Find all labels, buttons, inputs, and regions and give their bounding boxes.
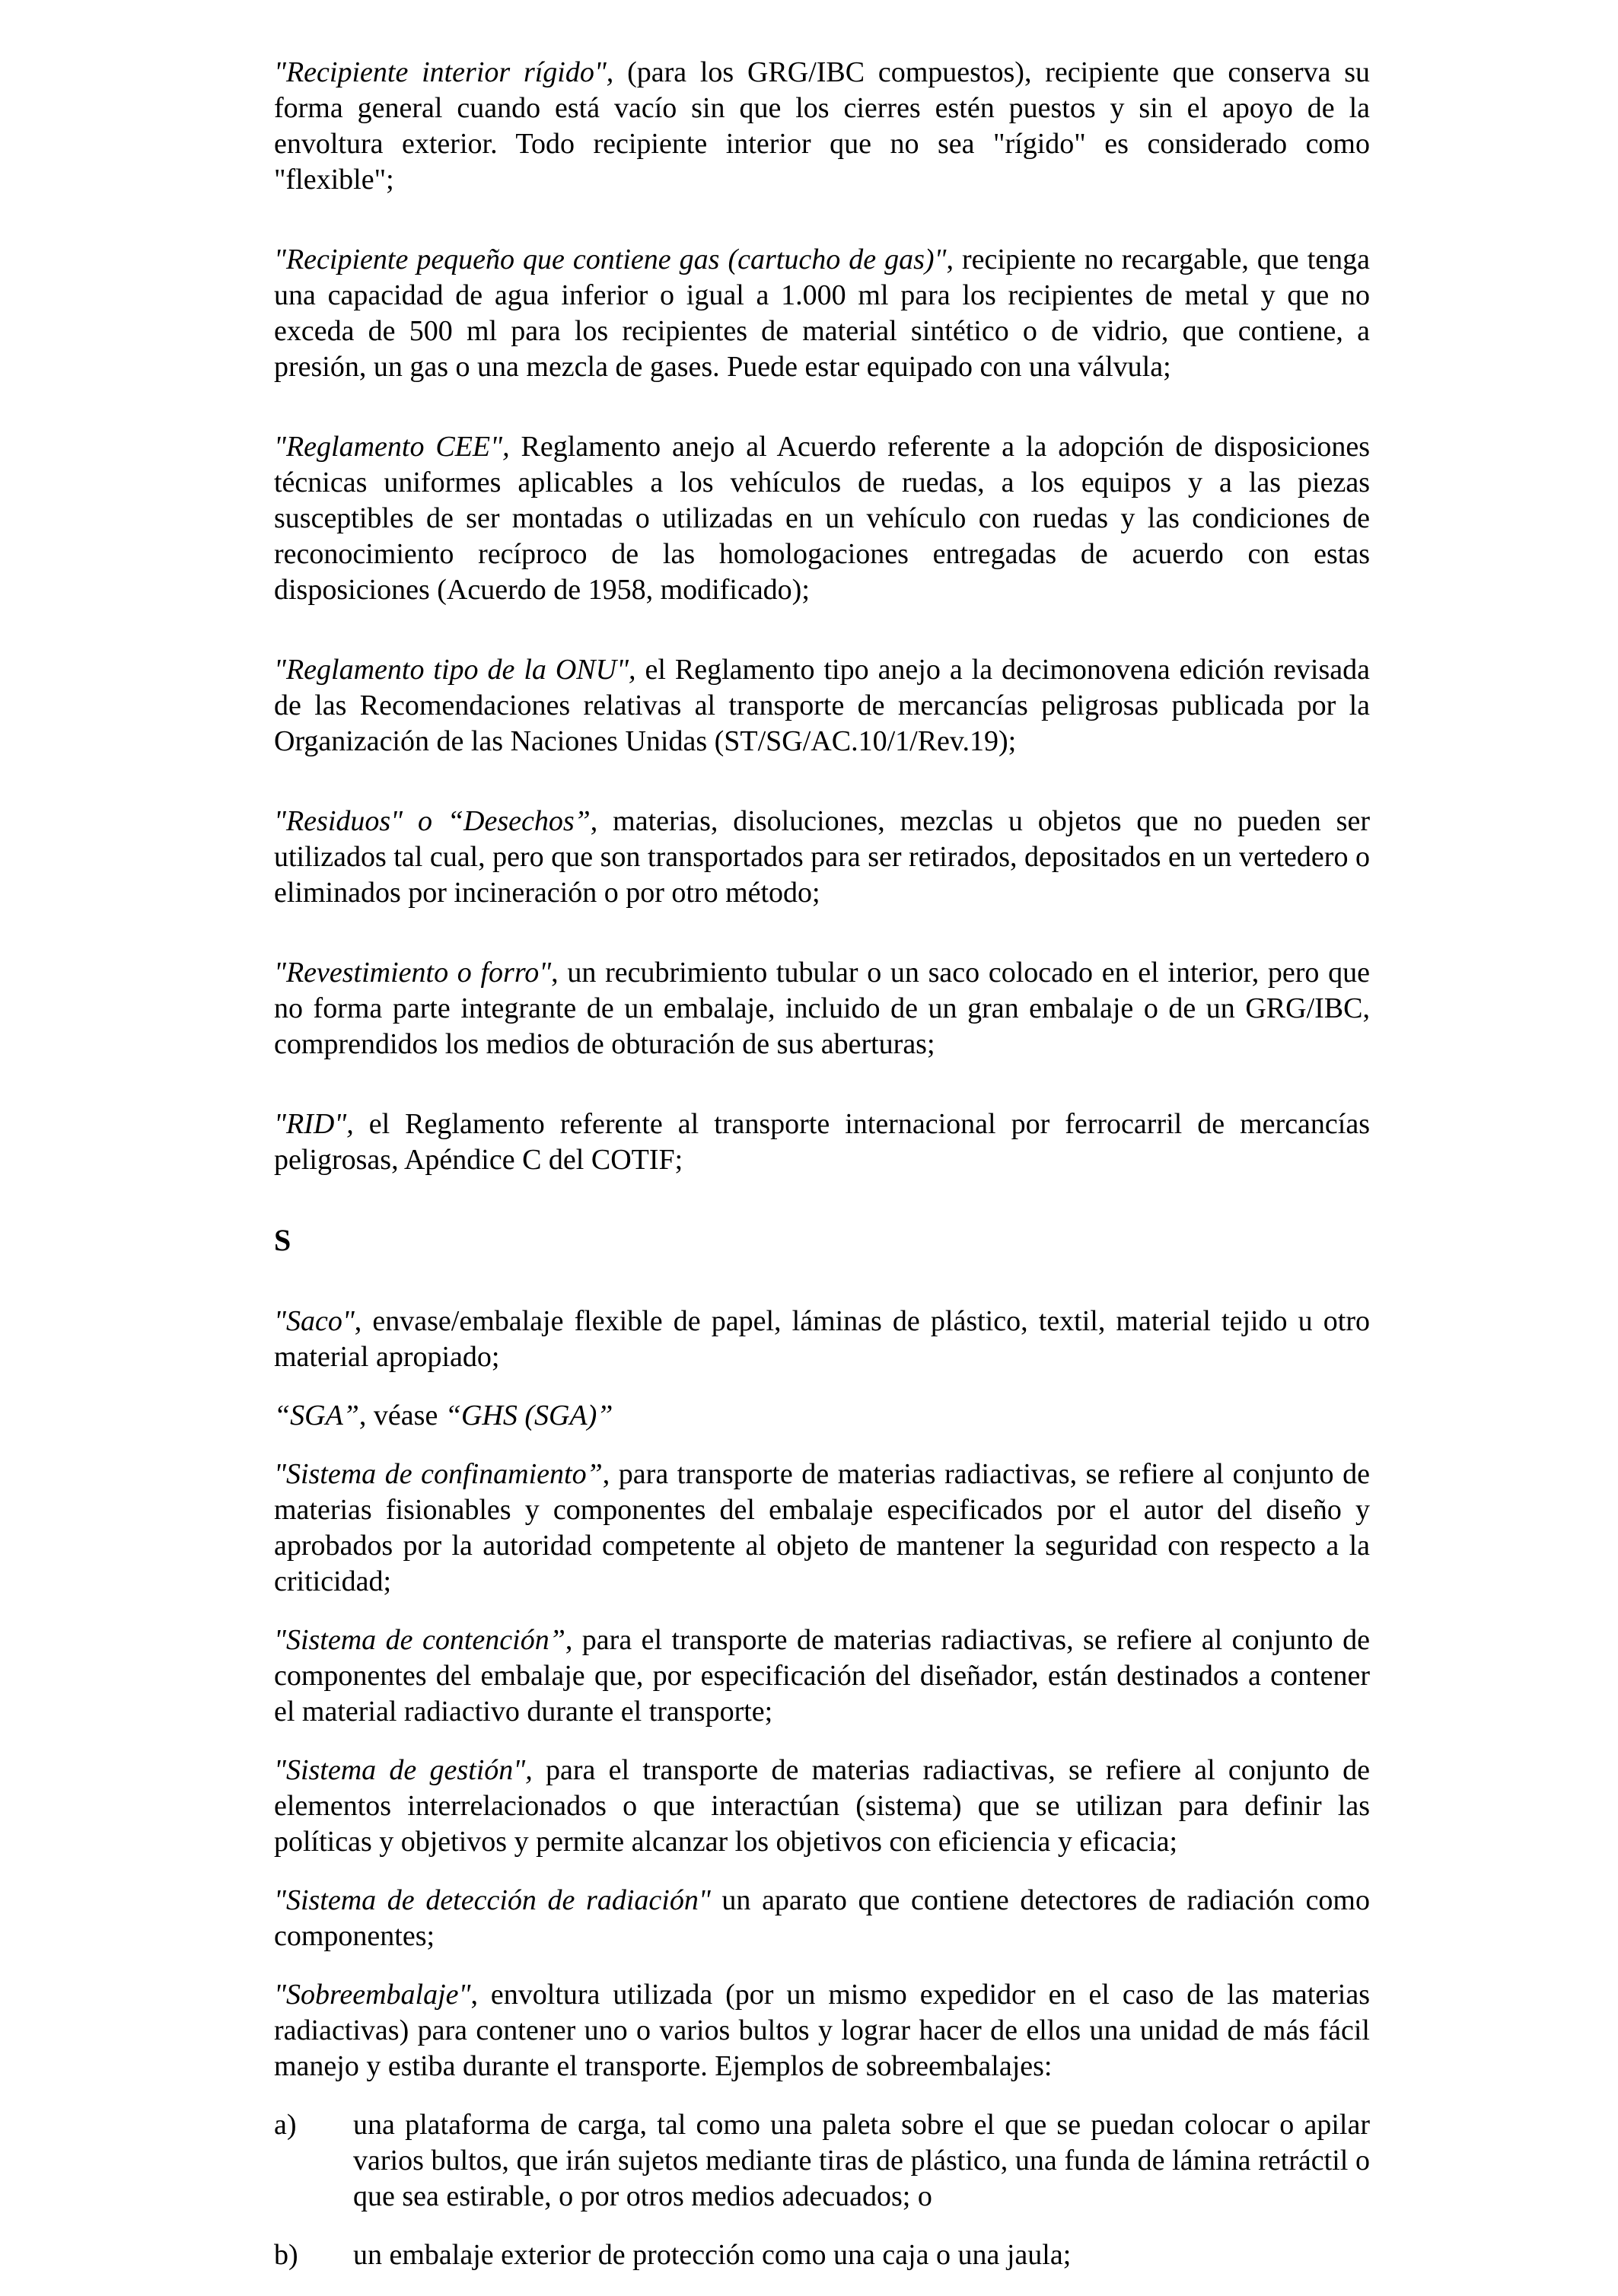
list-item [274,2107,1370,2215]
definition-term: "Sobreembalaje" [274,1979,471,2011]
definition-recipiente-interior-rigido [274,55,1370,198]
definition-text: (para los GRG/IBC compuestos), recipiente que conserva su forma general cuando está vacío sin que los cierres estén puestos y sin el apoyo de la envoltura exterior. Todo recipiente interior que no sea "rígido" es considerado como "flexible"; [274,56,1370,196]
list-item [274,2237,1370,2273]
definition-term: "Revestimiento o forro" [274,957,552,989]
definition-term: "Saco" [274,1305,355,1337]
document-page [274,55,1370,2296]
definition-text: un aparato que contiene detectores de radiación como componentes; [274,1884,1370,1952]
definition-text: el Reglamento referente al transporte internacional por ferrocarril de mercancías peligrosas, Apéndice C del COTIF; [274,1108,1370,1176]
definition-text: , véase [358,1400,445,1431]
definition-text: , recipiente no recargable, que tenga una capacidad de agua inferior o igual a 1.000 ml para los recipientes de metal y que no exceda de 500 ml para los recipientes de material sintético o de vidrio, que contiene, a presión, un gas o una mezcla de gases. Puede estar equipado con una válvula; [274,244,1370,383]
definition-term: "Recipiente pequeño que contiene gas (cartucho de gas)" [274,244,947,275]
definition-sga [274,1398,1370,1434]
definition-term: "Sistema de gestión", [274,1754,533,1786]
definition-term: "Reglamento CEE", [274,431,510,463]
list-marker: b) [274,2239,298,2271]
definition-saco [274,1304,1370,1375]
definition-sistema-gestion [274,1753,1370,1860]
list-marker: a) [274,2109,297,2141]
section-heading-s: S [274,1223,291,1257]
definition-text: , envase/embalaje flexible de papel, láminas de plástico, textil, material tejido u otro material apropiado; [274,1305,1370,1373]
definition-term: "RID", [274,1108,354,1140]
definition-revestimiento-forro [274,955,1370,1062]
definition-reglamento-tipo-onu [274,652,1370,759]
definition-text: , para transporte de materias radiactivas, se refiere al conjunto de materias fisionables y componentes del embalaje especificados por el autor del diseño y aprobados por la autoridad competente al objeto de mantener la seguridad con respecto a la criticidad; [274,1458,1370,1597]
definition-term: "Sistema de confinamiento” [274,1458,603,1490]
definition-rid [274,1107,1370,1178]
definition-term: "Residuos" o “Desechos” [274,805,591,837]
definition-text: Reglamento anejo al Acuerdo referente a la adopción de disposiciones técnicas uniformes aplicables a los vehículos de ruedas, a los equipos y a las piezas susceptibles de ser montadas o utilizadas en un vehículo con ruedas y las condiciones de reconocimiento recíproco de las homologaciones entregadas de acuerdo con estas disposiciones (Acuerdo de 1958, modificado); [274,431,1371,606]
definition-term: "Recipiente interior rígido", [274,56,614,88]
cross-reference-term: “GHS (SGA)” [444,1400,613,1431]
definition-text: , materias, disoluciones, mezclas u objetos que no pueden ser utilizados tal cual, pero que son transportados para ser retirados, depositados en un vertedero o eliminados por incineración o por otro método; [274,805,1370,909]
definition-recipiente-pequeno-gas [274,242,1370,385]
definition-text: , un recubrimiento tubular o un saco colocado en el interior, pero que no forma parte integrante de un embalaje, incluido de un gran embalaje o de un GRG/IBC, comprendidos los medios de obturación de sus aberturas; [274,957,1370,1060]
definition-text: , para el transporte de materias radiactivas, se refiere al conjunto de componentes del embalaje que, por especificación del diseñador, están destinados a contener el material radiactivo durante el transporte; [274,1624,1370,1728]
definition-residuos-desechos [274,804,1370,911]
list-item-text: un embalaje exterior de protección como una caja o una jaula; [353,2239,1072,2271]
definition-sistema-confinamiento [274,1457,1370,1600]
definition-term: "Sistema de detección de radiación" [274,1884,711,1916]
definition-term: "Reglamento tipo de la ONU", [274,654,636,686]
definition-sobreembalaje [274,1977,1370,2084]
definition-term: “SGA” [274,1400,359,1431]
definition-text: , envoltura utilizada (por un mismo expedidor en el caso de las materias radiactivas) para contener uno o varios bultos y lograr hacer de ellos una unidad de más fácil manejo y estiba durante el transporte. Ejemplos de sobreembalajes: [274,1979,1370,2082]
list-item-text: una plataforma de carga, tal como una paleta sobre el que se puedan colocar o apilar varios bultos, que irán sujetos mediante tiras de plástico, una funda de lámina retráctil o que sea estirable, o por otros medios adecuados; o [353,2109,1370,2212]
definition-sistema-contencion [274,1622,1370,1730]
definition-reglamento-cee [274,429,1370,608]
definition-sistema-deteccion-radiacion [274,1883,1370,1954]
definition-text: el Reglamento tipo anejo a la decimonovena edición revisada de las Recomendaciones relativas al transporte de mercancías peligrosas publicada por la Organización de las Naciones Unidas (ST/SG/AC.10/1/Rev.19); [274,654,1370,757]
definition-term: "Sistema de contención” [274,1624,565,1656]
definition-text: para el transporte de materias radiactivas, se refiere al conjunto de elementos interrelacionados o que interactúan (sistema) que se utilizan para definir las políticas y objetivos y permite alcanzar los objetivos con eficiencia y eficacia; [274,1754,1370,1858]
